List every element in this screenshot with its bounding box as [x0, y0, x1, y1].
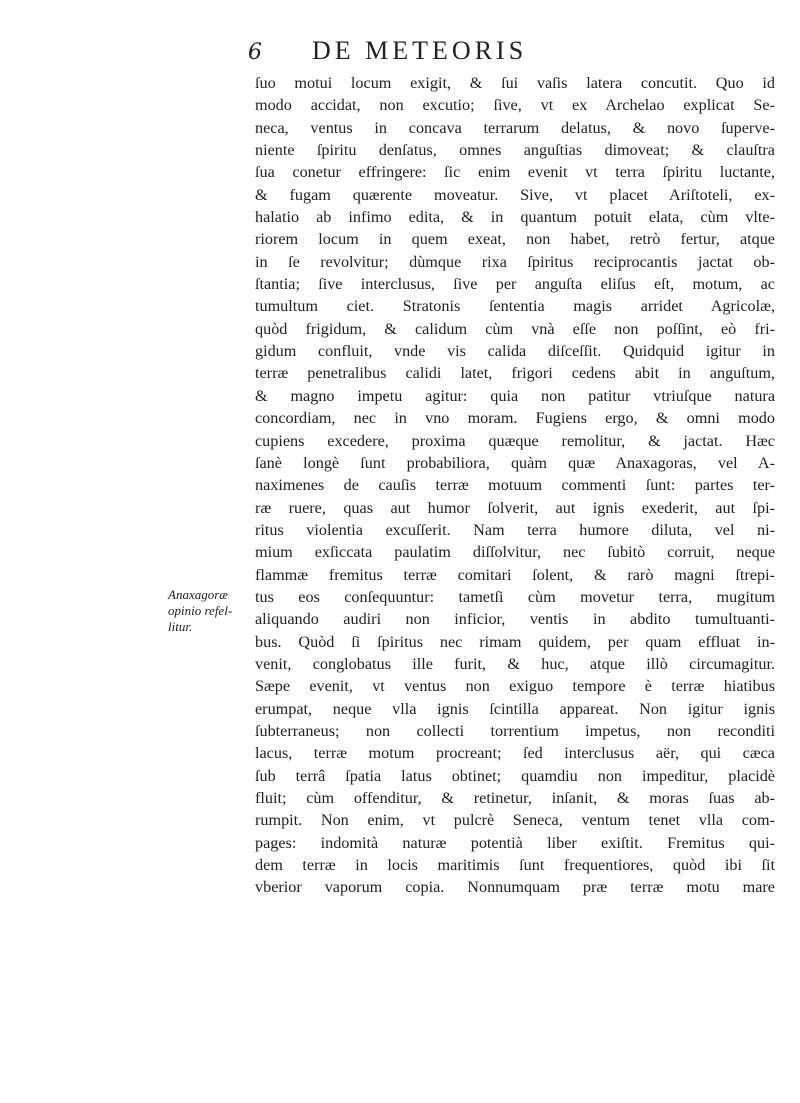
text-line: gidum confluit, vnde vis calida diſceſſit. Quidquid igitur in	[255, 342, 775, 361]
page-header	[0, 34, 800, 68]
text-line: halatio ab infimo edita, & in quantum potuit elata, cùm vlte-	[255, 208, 775, 227]
marginal-note-line: Anaxagoræ	[168, 587, 228, 602]
text-line: erumpat, neque vlla ignis ſcintilla appareat. Non igitur ignis	[255, 699, 775, 718]
marginal-note-line: litur.	[168, 619, 193, 634]
text-line: aliquando audiri non inficior, ventis in abdito tumultuanti-	[255, 610, 775, 629]
text-line: ræ ruere, quas aut humor ſolverit, aut ignis exederit, aut ſpi-	[255, 498, 775, 517]
text-line: naximenes de cauſis terræ motuum commenti ſunt: partes ter-	[255, 476, 775, 495]
text-line: ſua conetur effringere: ſic enim evenit vt terra ſpiritu luctante,	[255, 163, 775, 182]
text-line: modo accidat, non excutio; ſive, vt ex Archelao explicat Se-	[255, 96, 775, 115]
text-line: ſtantia; ſive interclusus, ſive per anguſta eliſus eſt, motum, ac	[255, 275, 775, 294]
text-line: flammæ fremitus terræ comitari ſolent, & rarò magni ſtrepi-	[255, 565, 775, 584]
text-line: rumpit. Non enim, vt pulcrè Seneca, ventum tenet vlla com-	[255, 811, 775, 830]
text-line: ritus violentia excuſſerit. Nam terra humore diluta, vel ni-	[255, 520, 775, 539]
text-line: pages: indomità naturæ potentià liber exiſtit. Fremitus qui-	[255, 833, 775, 852]
running-title: DE METEORIS	[312, 36, 528, 65]
text-line: fluit; cùm offenditur, & retinetur, inſanit, & moras ſuas ab-	[255, 789, 775, 807]
text-line: in ſe revolvitur; dùmque rixa ſpiritus reciprocantis jactat ob-	[255, 252, 775, 271]
text-line: vberior vaporum copia. Nonnumquam præ terræ motu mare	[255, 878, 775, 897]
text-line: cupiens excedere, proxima quæque remolitur, & jactat. Hæc	[255, 431, 775, 450]
text-line: bus. Quòd ſi ſpiritus nec rimam quidem, per quam effluat in-	[255, 632, 775, 651]
text-line: venit, conglobatus ille furit, & huc, atque illò circumagitur.	[255, 654, 775, 673]
text-line: quòd frigidum, & calidum cùm vnà eſſe non poſſint, eò fri-	[255, 319, 775, 338]
page-number: 6	[248, 40, 262, 65]
body-text	[255, 72, 775, 899]
text-line: dem terræ in locis maritimis ſunt frequentiores, quòd ibi ſit	[255, 856, 775, 875]
text-line: riorem locum in quem exeat, non habet, retrò fertur, atque	[255, 230, 775, 249]
text-line: concordiam, nec in vno moram. Fugiens ergo, & omni modo	[255, 409, 775, 428]
text-line: ſubterraneus; non collecti torrentium impetus, non reconditi	[255, 721, 775, 740]
text-line: ſuo motui locum exigit, & ſui vaſis latera concutit. Quo id	[255, 74, 775, 92]
text-line: & magno impetu agitur: quia non patitur vtriuſque natura	[255, 386, 775, 405]
marginal-note-line: opinio refel-	[168, 603, 233, 618]
text-line: mium exſiccata paulatim diſſolvitur, nec ſubitò corruit, neque	[255, 543, 775, 562]
text-line: niente ſpiritu denſatus, omnes anguſtias dimoveat; & clauſtra	[255, 141, 775, 160]
text-line: terræ penetralibus calidi latet, frigori cedens abit in anguſtum,	[255, 364, 775, 383]
text-line: neca, ventus in concava terrarum delatus, & novo ſuperve-	[255, 118, 775, 137]
text-line: & fugam quærente moveatur. Sive, vt placet Ariſtoteli, ex-	[255, 185, 775, 204]
text-line: Sæpe evenit, vt ventus non exiguo tempore è terræ hiatibus	[255, 677, 775, 696]
text-line: tus eos conſequuntur: tametſi cùm movetur terra, mugitum	[255, 587, 775, 606]
text-line: tumultum ciet. Stratonis ſententia magis arridet Agricolæ,	[255, 297, 775, 316]
marginal-note	[168, 587, 252, 635]
text-line: ſub terrâ ſpatia latus obtinet; quamdiu non impeditur, placidè	[255, 766, 775, 785]
text-line: lacus, terræ motum procreant; ſed interclusus aër, qui cæca	[255, 744, 775, 763]
text-line: ſanè longè ſunt probabiliora, quàm quæ Anaxagoras, vel A-	[255, 453, 775, 472]
